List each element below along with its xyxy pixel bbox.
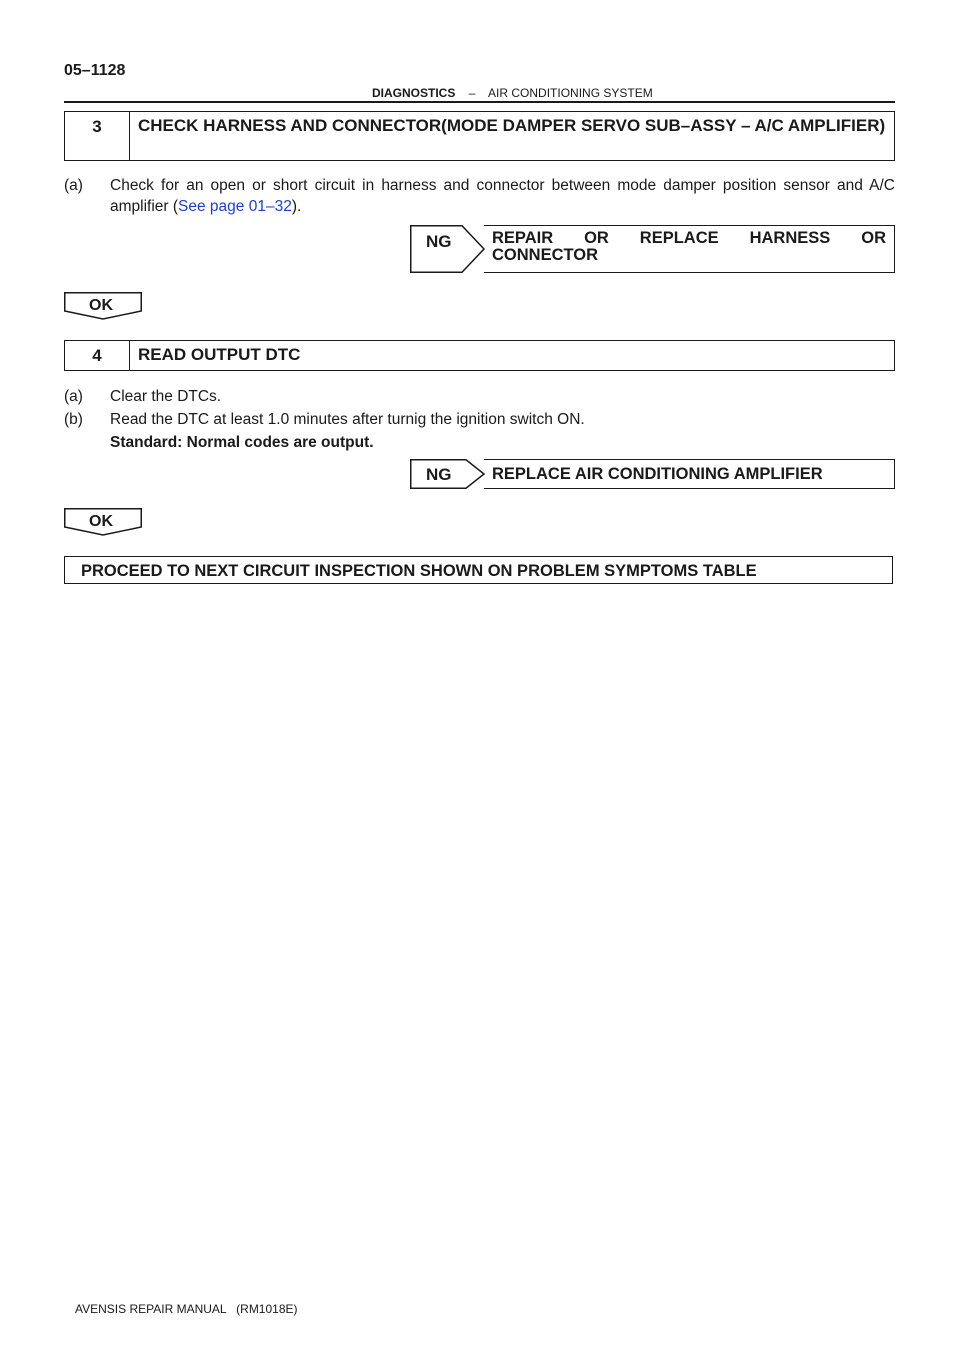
ng-action-text: REPAIR OR REPLACE HARNESS OR CONNECTOR bbox=[492, 229, 886, 264]
ng-action-box bbox=[484, 459, 895, 489]
standard-line bbox=[64, 432, 895, 453]
ok-label: OK bbox=[89, 297, 113, 314]
item-label: (a) bbox=[64, 388, 83, 405]
step-4-box bbox=[64, 340, 895, 371]
item-label: (b) bbox=[64, 411, 83, 428]
step-3-box bbox=[64, 111, 895, 161]
step-3-title: CHECK HARNESS AND CONNECTOR(MODE DAMPER SERVO SUB–ASSY – A/C AMPLIFIER) bbox=[138, 116, 886, 135]
section-header bbox=[372, 86, 653, 100]
section-title: DIAGNOSTICS bbox=[372, 86, 456, 100]
ok-label: OK bbox=[89, 513, 113, 530]
see-page-link[interactable]: See page 01–32 bbox=[178, 198, 292, 215]
page-number: 05–1128 bbox=[64, 62, 126, 79]
ng-action-text: REPLACE AIR CONDITIONING AMPLIFIER bbox=[492, 465, 823, 483]
ng-label: NG bbox=[426, 232, 452, 251]
step-4-title: READ OUTPUT DTC bbox=[138, 345, 301, 364]
item-text: Clear the DTCs. bbox=[110, 388, 222, 405]
item-text: Check for an open or short circuit in harness and connector between mode damper position sensor and A/C amplifier (See page 01–32). bbox=[110, 177, 895, 215]
item-text: Read the DTC at least 1.0 minutes after turnig the ignition switch ON. bbox=[110, 411, 585, 428]
final-instruction-box bbox=[64, 556, 893, 584]
final-instruction-text: PROCEED TO NEXT CIRCUIT INSPECTION SHOWN ON PROBLEM SYMPTOMS TABLE bbox=[81, 562, 757, 580]
step-3-item-a bbox=[64, 175, 895, 217]
step-4-item-a bbox=[64, 386, 895, 407]
step-4-number: 4 bbox=[65, 341, 130, 370]
subsection-title: AIR CONDITIONING SYSTEM bbox=[488, 86, 653, 100]
header-rule bbox=[64, 101, 895, 103]
footer: AVENSIS REPAIR MANUAL (RM1018E) bbox=[75, 1302, 298, 1316]
ng-action-box bbox=[484, 225, 895, 273]
ng-label: NG bbox=[426, 465, 452, 484]
standard-text: Standard: Normal codes are output. bbox=[110, 434, 374, 451]
step-4-item-b bbox=[64, 409, 895, 430]
section-separator: – bbox=[468, 86, 476, 100]
step-3-number: 3 bbox=[65, 112, 130, 160]
item-label: (a) bbox=[64, 177, 83, 194]
